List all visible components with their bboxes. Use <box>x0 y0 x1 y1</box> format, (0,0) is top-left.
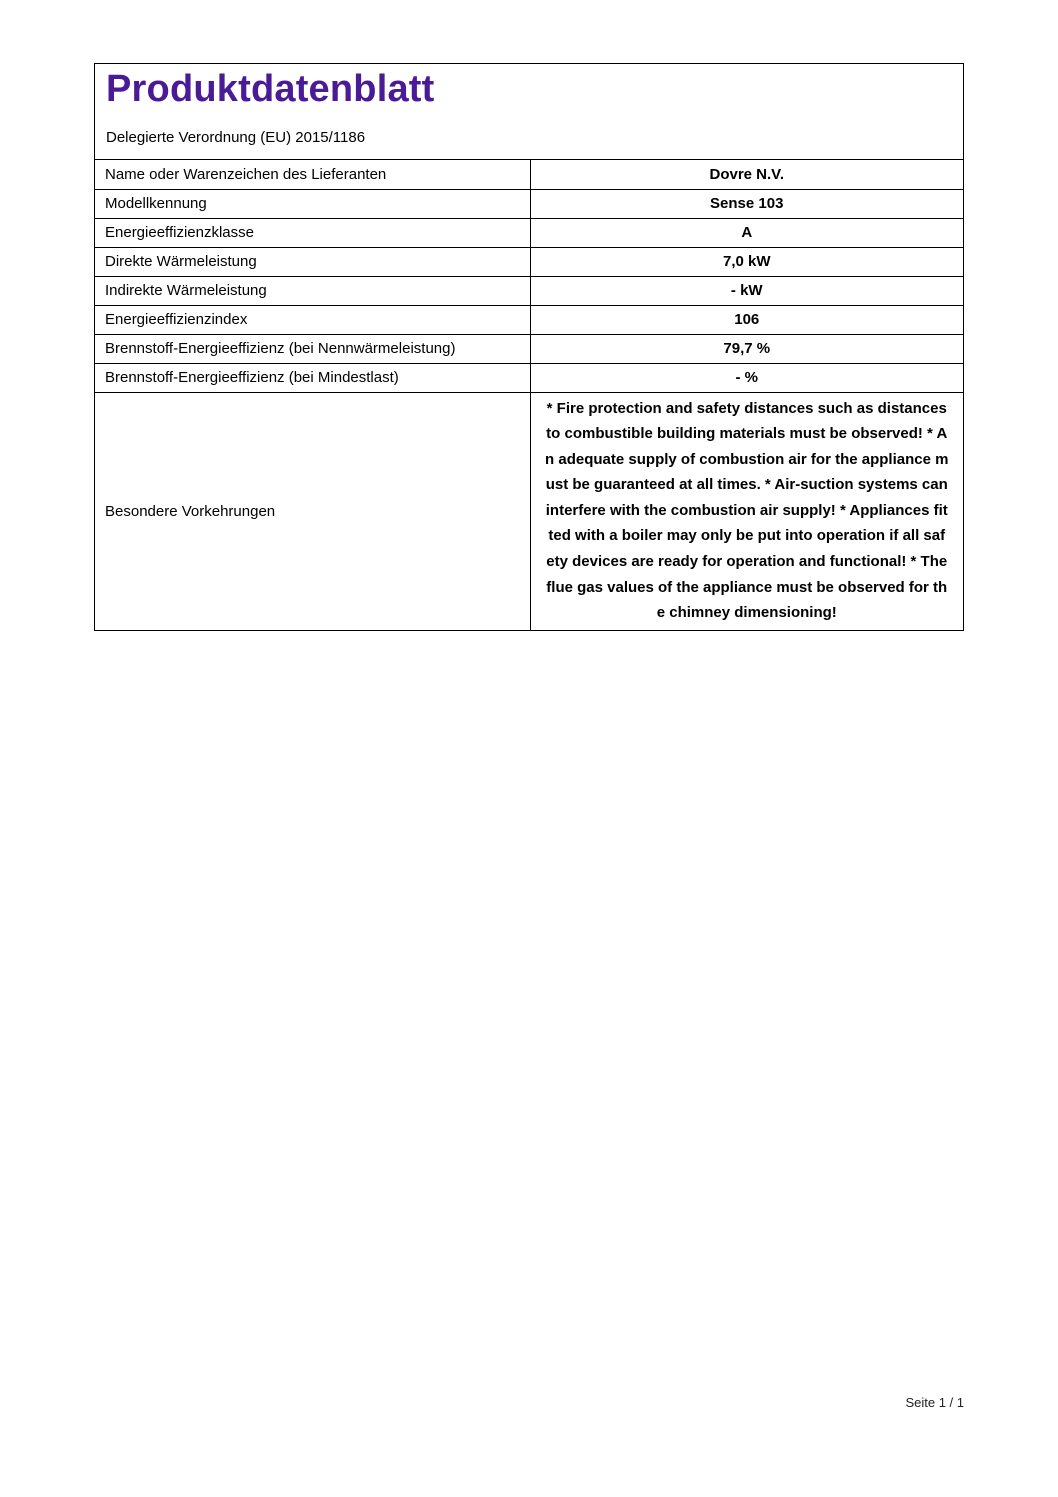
row-label: Energieeffizienzklasse <box>95 218 530 247</box>
row-label: Direkte Wärmeleistung <box>95 247 530 276</box>
row-value: 79,7 % <box>530 334 963 363</box>
sheet-header <box>95 64 963 160</box>
data-table <box>95 160 963 630</box>
row-value: Sense 103 <box>530 189 963 218</box>
product-data-sheet <box>94 63 964 631</box>
table-row <box>95 218 963 247</box>
table-row-notes <box>95 392 963 630</box>
row-label: Brennstoff-Energieeffizienz (bei Nennwärmeleistung) <box>95 334 530 363</box>
table-row <box>95 363 963 392</box>
row-value: - kW <box>530 276 963 305</box>
row-value: A <box>530 218 963 247</box>
table-row <box>95 305 963 334</box>
row-label: Brennstoff-Energieeffizienz (bei Mindestlast) <box>95 363 530 392</box>
table-row <box>95 334 963 363</box>
page-number: Seite 1 / 1 <box>905 1395 964 1410</box>
row-label: Energieeffizienzindex <box>95 305 530 334</box>
row-label: Name oder Warenzeichen des Lieferanten <box>95 160 530 189</box>
row-value: 7,0 kW <box>530 247 963 276</box>
table-row <box>95 160 963 189</box>
regulation-subtitle: Delegierte Verordnung (EU) 2015/1186 <box>106 129 366 146</box>
notes-label: Besondere Vorkehrungen <box>95 392 530 630</box>
page-title: Produktdatenblatt <box>106 68 435 110</box>
row-value: 106 <box>530 305 963 334</box>
row-value: Dovre N.V. <box>709 165 784 183</box>
table-row <box>95 247 963 276</box>
row-value: - % <box>530 363 963 392</box>
table-row <box>95 189 963 218</box>
notes-value: * Fire protection and safety distances such as distances to combustible building materials must be observed! * An adequate supply of combustion air for the appliance must be guaranteed at all times. * Air-suction systems can interfere with the combustion air supply! * Appliances fitted with a boiler may only be put into operation if all safety devices are ready for operation and functional! * The flue gas values of the appliance must be observed for the chimney dimensioning! <box>530 392 963 630</box>
table-row <box>95 276 963 305</box>
row-label: Modellkennung <box>95 189 530 218</box>
row-label: Indirekte Wärmeleistung <box>95 276 530 305</box>
